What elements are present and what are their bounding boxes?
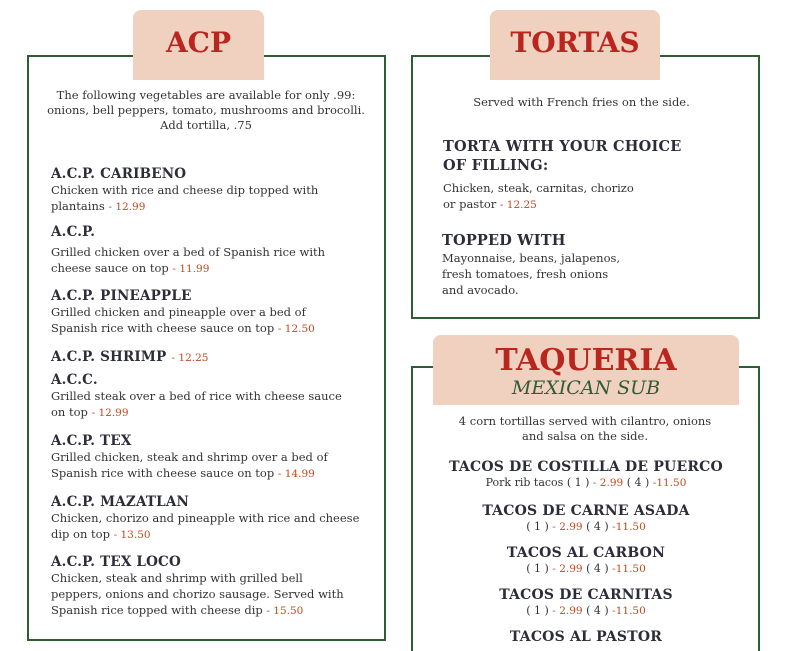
item-price: - 12.99 <box>108 201 146 213</box>
price-four: 11.50 <box>615 521 646 533</box>
acp-tab <box>133 10 264 80</box>
item-price: - 12.50 <box>277 323 315 335</box>
item-desc <box>51 304 351 337</box>
acp-item <box>51 166 371 215</box>
item-name: TOPPED WITH <box>442 232 566 249</box>
item-desc-text: Chicken with rice and cheese dip topped with plantains <box>51 183 319 213</box>
acp-item <box>51 288 351 337</box>
item-name: A.C.P. CARIBENO <box>51 166 187 182</box>
item-desc <box>51 510 361 543</box>
item-price: - 14.99 <box>277 468 315 480</box>
taqueria-item <box>416 503 756 535</box>
item-desc <box>416 603 756 619</box>
taqueria-item <box>416 587 756 619</box>
price-four: 11.50 <box>615 563 646 575</box>
tortas-intro: Served with French fries on the side. <box>473 95 690 109</box>
item-desc-text: Chicken, chorizo and pineapple with rice and cheese dip on top <box>51 511 360 541</box>
item-name: TORTA WITH YOUR CHOICE OF FILLING: <box>443 138 682 174</box>
item-desc <box>416 519 756 535</box>
tortas-tab <box>490 10 660 80</box>
item-desc-text: Grilled steak over a bed of rice with cheese sauce on top <box>51 389 342 419</box>
item-desc <box>416 561 756 577</box>
item-desc <box>51 570 351 619</box>
acp-item <box>51 554 351 619</box>
item-price-value: 14.99 <box>284 468 315 480</box>
price-four: 11.50 <box>615 605 646 617</box>
qty-one: ( 1 ) <box>566 476 590 489</box>
tortas-item <box>442 232 682 298</box>
item-name: A.C.P. TEX LOCO <box>51 554 181 570</box>
item-name: TACOS DE CARNITAS <box>499 587 673 603</box>
item-price: - 2.99 <box>552 563 583 575</box>
acp-title: ACP <box>165 26 232 59</box>
item-price: - 2.99 <box>552 521 583 533</box>
item-name: TACOS DE COSTILLA DE PUERCO <box>449 459 723 475</box>
item-name: A.C.P. SHRIMP <box>51 349 167 365</box>
item-desc <box>51 182 371 215</box>
item-price-value: 11.99 <box>179 263 210 275</box>
qty-one: ( 1 ) <box>526 520 549 533</box>
qty-four: ( 4 ) <box>586 604 609 617</box>
item-price-value: 12.99 <box>115 201 146 213</box>
acp-intro: The following vegetables are available for only .99: onions, bell peppers, tomato, mushrooms and brocolli. Add tortilla, .75 <box>47 88 365 132</box>
item-name: A.C.P. MAZATLAN <box>51 494 190 510</box>
item-name: TACOS AL PASTOR <box>509 629 663 645</box>
item-price-value: 12.99 <box>98 407 129 419</box>
item-name: A.C.P. TEX <box>51 433 132 449</box>
item-price-value: 12.25 <box>178 352 209 364</box>
tortas-title: TORTAS <box>510 26 640 59</box>
item-price: - 2.99 <box>552 605 583 617</box>
acp-item <box>51 372 356 421</box>
qty-four: ( 4 ) <box>626 476 650 489</box>
item-desc <box>51 244 361 277</box>
item-price-value: 13.50 <box>120 529 151 541</box>
tortas-item <box>443 137 683 213</box>
acp-item <box>51 224 361 277</box>
taqueria-item <box>416 629 756 645</box>
price-one: 2.99 <box>559 521 583 533</box>
item-price-value: 15.50 <box>273 605 304 617</box>
acp-item <box>51 346 371 365</box>
item-price: - 2.99 <box>592 477 624 489</box>
taqueria-tab <box>433 335 739 405</box>
item-desc-text: Grilled chicken, steak and shrimp over a bed of Spanish rice with cheese sauce on top <box>51 450 328 480</box>
price-one: 2.99 <box>559 605 583 617</box>
item-prefix: Pork rib tacos <box>485 476 564 489</box>
item-desc <box>416 475 756 491</box>
item-desc-text: Chicken, steak and shrimp with grilled bell peppers, onions and chorizo sausage. Served with Spanish rice topped with cheese dip <box>51 571 344 617</box>
item-price: -11.50 <box>612 563 646 575</box>
item-price: - 12.25 <box>171 352 209 364</box>
price-four: 11.50 <box>656 477 687 489</box>
item-name: A.C.C. <box>51 372 98 388</box>
item-price: - 12.99 <box>91 407 129 419</box>
taqueria-intro: 4 corn tortillas served with cilantro, onions and salsa on the side. <box>458 414 712 443</box>
taqueria-title: TAQUERIA <box>495 343 677 378</box>
item-desc-text: Chicken, steak, carnitas, chorizo or pastor <box>443 181 634 211</box>
acp-item <box>51 433 351 482</box>
qty-one: ( 1 ) <box>526 562 549 575</box>
item-desc <box>443 180 643 213</box>
item-price: -11.50 <box>612 605 646 617</box>
item-desc: Mayonnaise, beans, jalapenos, fresh tomatoes, fresh onions and avocado. <box>442 251 621 297</box>
qty-one: ( 1 ) <box>526 604 549 617</box>
price-one: 2.99 <box>599 477 624 489</box>
item-price: - 15.50 <box>266 605 304 617</box>
item-name: TACOS DE CARNE ASADA <box>482 503 690 519</box>
item-desc <box>51 449 351 482</box>
item-price: -11.50 <box>612 521 646 533</box>
taqueria-subtitle: MEXICAN SUB <box>511 377 661 399</box>
item-price: -11.50 <box>652 477 687 489</box>
qty-four: ( 4 ) <box>586 562 609 575</box>
taqueria-item <box>416 545 756 577</box>
item-price-value: 12.50 <box>284 323 315 335</box>
item-price: - 11.99 <box>172 263 210 275</box>
item-desc-text: Grilled chicken over a bed of Spanish rice with cheese sauce on top <box>51 245 326 275</box>
item-price-value: 12.25 <box>506 199 537 211</box>
item-price: - 13.50 <box>113 529 151 541</box>
acp-item <box>51 494 361 543</box>
price-one: 2.99 <box>559 563 583 575</box>
taqueria-item <box>416 459 756 491</box>
item-name: TACOS AL CARBON <box>506 545 666 561</box>
item-name: A.C.P. PINEAPPLE <box>51 288 192 304</box>
item-desc <box>51 388 356 421</box>
item-name: A.C.P. <box>51 224 96 240</box>
qty-four: ( 4 ) <box>586 520 609 533</box>
item-price: - 12.25 <box>499 199 537 211</box>
item-desc-text: Grilled chicken and pineapple over a bed of Spanish rice with cheese sauce on top <box>51 305 306 335</box>
